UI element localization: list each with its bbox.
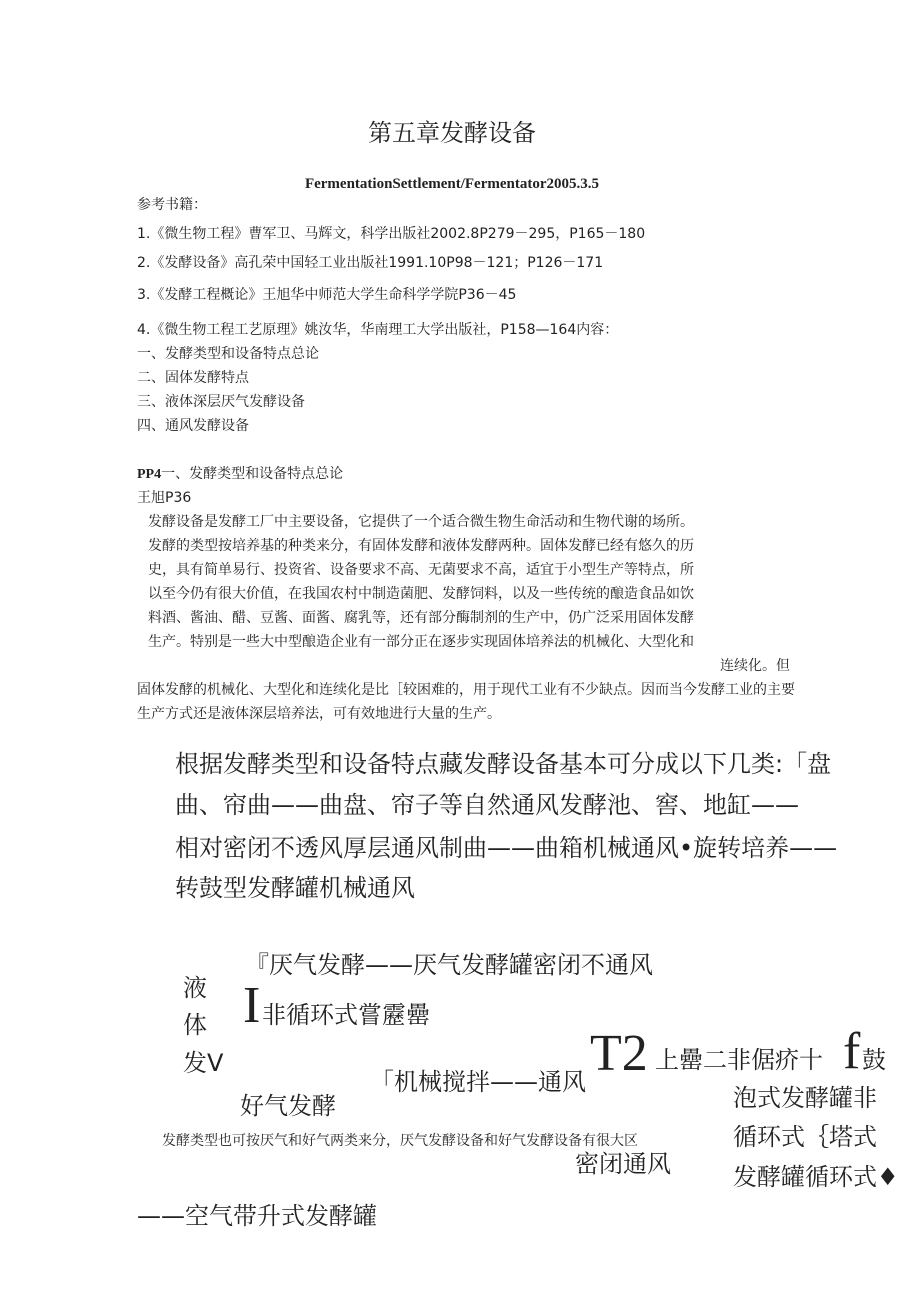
large-line: 转鼓型发酵罐机械通风	[175, 874, 415, 902]
references-label: 参考书籍：	[137, 197, 207, 213]
paragraph-line: 生产方式还是液体深层培养法，可有效地进行大量的生产。	[137, 706, 501, 722]
paragraph-line: 连续化。但	[720, 658, 790, 674]
right-line: 发酵罐循环式♦	[733, 1163, 899, 1191]
drum-char: 鼓	[862, 1046, 886, 1074]
liquid-char: 发V	[183, 1049, 224, 1077]
liquid-char: 液	[183, 974, 207, 1002]
aerobic-label: 好气发酵	[240, 1092, 336, 1120]
contents-item: 二、固体发酵特点	[137, 370, 249, 386]
right-line: 泡式发酵罐非	[733, 1084, 877, 1112]
reference-item: 1.《微生物工程》曹军卫、马辉文，科学出版社2002.8P279－295，P165－180	[137, 226, 646, 242]
reference-item: 3.《发酵工程概论》王旭华中师范大学生命科学学院P36－45	[137, 287, 517, 303]
anaerobic-line: 『厌气发酵——厌气发酵罐密闭不通风	[245, 951, 653, 979]
large-line: 相对密闭不透风厚层通风制曲——曲箱机械通风•旋转培养——	[175, 834, 838, 862]
paragraph-line: 固体发酵的机械化、大型化和连续化是比［较困难的，用于现代工业有不少缺点。因而当今发酵工业的主要	[137, 682, 795, 698]
big-f: f	[843, 1023, 861, 1080]
paragraph-line: 史，具有简单易行、投资省、设备要求不高、无菌要求不高，适宜于小型生产等特点，所	[148, 562, 694, 578]
note-line: 发酵类型也可按厌气和好气两类来分，厌气发酵设备和好气发酵设备有很大区	[162, 1133, 638, 1149]
section-heading	[137, 467, 343, 482]
large-line: 曲、帘曲——曲盘、帘子等自然通风发酵池、窖、地缸——	[175, 791, 799, 819]
large-line: 根据发酵类型和设备特点藏发酵设备基本可分成以下几类:「盘	[175, 750, 832, 778]
paragraph-line: 料酒、酱油、醋、豆酱、面酱、腐乳等，还有部分酶制剂的生产中，仍广泛采用固体发酵	[148, 610, 694, 626]
reference-item: 4.《微生物工程工艺原理》姚汝华，华南理工大学出版社，P158—164内容：	[137, 322, 619, 338]
contents-item: 四、通风发酵设备	[137, 418, 249, 434]
contents-item: 一、发酵类型和设备特点总论	[137, 346, 319, 362]
section-author: 王旭P36	[137, 490, 192, 506]
contents-item: 三、液体深层厌气发酵设备	[137, 394, 305, 410]
mech-line: 「机械搅拌——通风	[370, 1068, 586, 1096]
sealed-line: 密闭通风	[575, 1150, 671, 1178]
big-t2: T2	[590, 1025, 648, 1082]
non-circ-line: 非循环式嘗靂罍	[262, 1001, 430, 1029]
paragraph-line: 以至今仍有很大价值，在我国农村中制造菌肥、发酵饲料，以及一些传统的酿造食品如饮	[148, 586, 694, 602]
paragraph-line: 发酵的类型按培养基的种类来分，有固体发酵和液体发酵两种。固体发酵已经有悠久的历	[148, 538, 694, 554]
t2-text: 上罍二非倨疥十	[655, 1046, 823, 1074]
airlift-line: ——空气带升式发酵罐	[137, 1202, 377, 1230]
big-letter-i: I	[243, 977, 261, 1034]
paragraph-line: 生产。特别是一些大中型酿造企业有一部分正在逐步实现固体培养法的机械化、大型化和	[148, 634, 694, 650]
liquid-char: 体	[183, 1011, 207, 1039]
section-prefix: PP4	[137, 467, 162, 482]
subtitle: FermentationSettlement/Fermentator2005.3.5	[304, 176, 600, 192]
page-title: 第五章发酵设备	[368, 119, 536, 147]
paragraph-line: 发酵设备是发酵工厂中主要设备，它提供了一个适合微生物生命活动和生物代谢的场所。	[148, 514, 694, 530]
reference-item: 2.《发酵设备》高孔荣中国轻工业出版社1991.10P98－121；P126－171	[137, 255, 604, 271]
section-heading-text: 一、发酵类型和设备特点总论	[161, 466, 344, 482]
right-line: 循环式｛塔式	[733, 1123, 877, 1151]
